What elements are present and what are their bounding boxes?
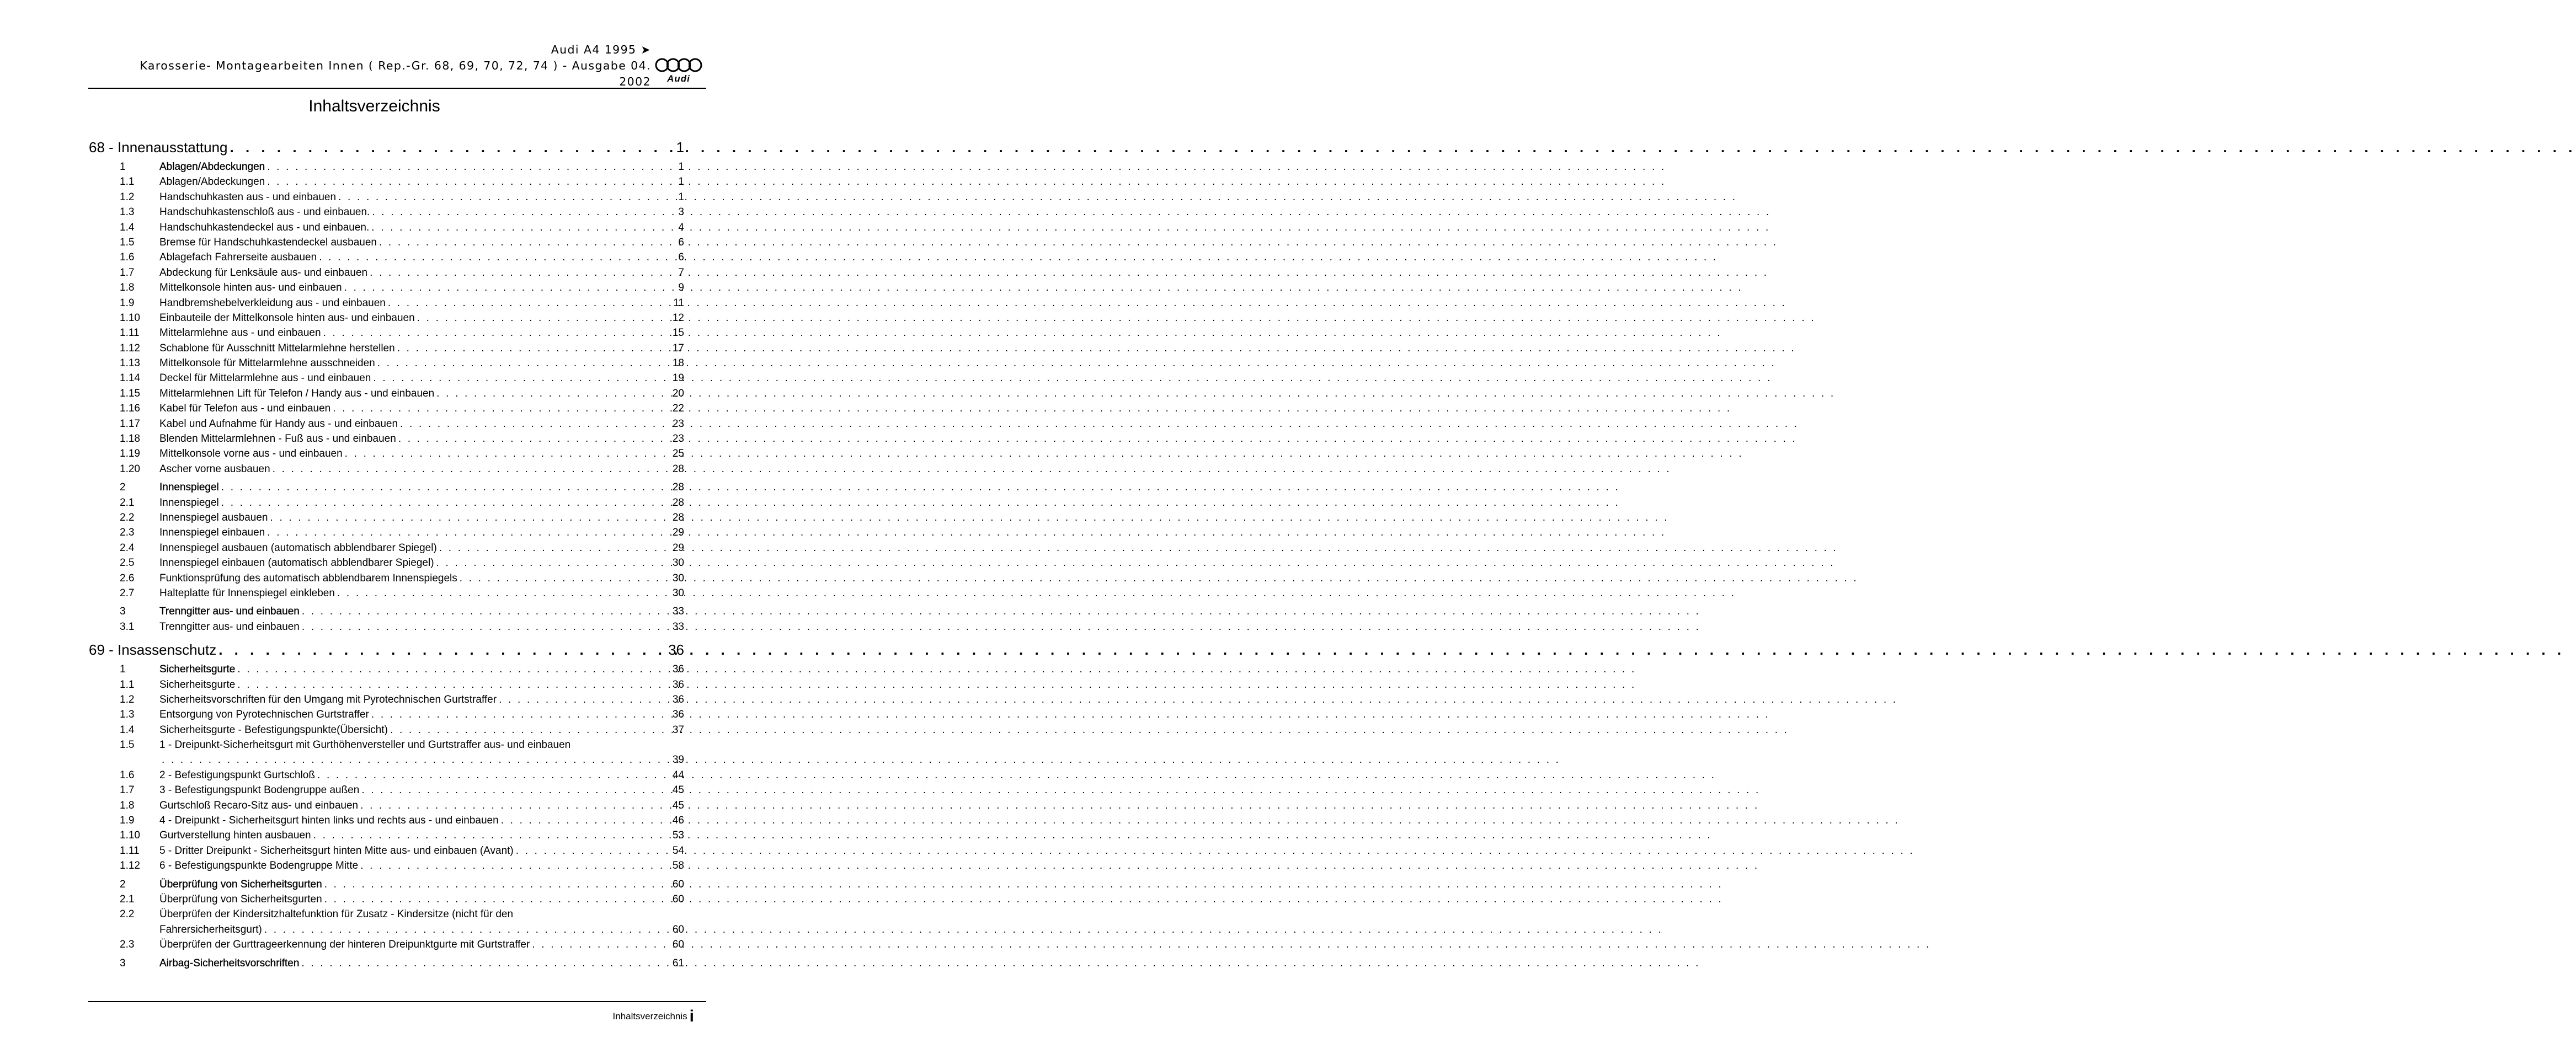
- toc-entry[interactable]: [89, 573, 684, 587]
- toc-page-number: 33: [672, 621, 684, 633]
- toc-leader-dots: [372, 206, 678, 218]
- toc-leader-dots: [323, 327, 673, 339]
- toc-number: 1.11: [120, 327, 140, 339]
- toc-entry[interactable]: [89, 403, 684, 418]
- toc-page-number: 33: [672, 606, 684, 618]
- toc-entry[interactable]: [89, 463, 684, 478]
- toc-page-number: 44: [672, 769, 684, 781]
- toc-leader-dots: [337, 587, 673, 600]
- toc-title: Funktionsprüfung des automatisch abblendbarem Innenspiegels: [159, 572, 457, 584]
- toc-title: Trenngitter aus- und einbauen: [159, 621, 300, 633]
- toc-number: 1.3: [120, 709, 135, 721]
- table-of-contents: [89, 139, 684, 972]
- toc-title: 1 - Dreipunkt-Sicherheitsgurt mit Gurthöhenversteller und Gurtstraffer aus- und einbauen: [159, 739, 571, 751]
- toc-leader-dots: [221, 497, 673, 509]
- toc-entry[interactable]: [89, 176, 684, 191]
- toc-entry[interactable]: [89, 939, 684, 954]
- toc-title: Handschuhkastenschloß aus - und einbauen.: [159, 206, 370, 218]
- toc-entry[interactable]: [89, 343, 684, 357]
- toc-number: 2: [120, 878, 126, 890]
- toc-page-number: 30: [672, 587, 684, 599]
- toc-leader-dots: [324, 879, 673, 891]
- toc-page-number: 1: [676, 139, 684, 156]
- toc-number: 2.6: [120, 572, 135, 584]
- toc-page-number: 20: [672, 387, 684, 399]
- toc-leader-dots: [264, 924, 673, 936]
- toc-number: 2.4: [120, 542, 135, 554]
- toc-leader-dots: [338, 191, 678, 204]
- toc-number: 1.4: [120, 724, 135, 736]
- toc-number: 2.3: [120, 527, 135, 539]
- toc-title: Innenspiegel ausbauen (automatisch abblendbarer Spiegel): [159, 542, 437, 554]
- toc-title: 3 - Befestigungspunkt Bodengruppe außen: [159, 784, 360, 796]
- toc-page-number: 9: [678, 282, 684, 294]
- toc-entry[interactable]: [89, 497, 684, 512]
- toc-chapter[interactable]: [89, 139, 684, 161]
- toc-page-number: 36: [668, 641, 684, 659]
- toc-number: 1.7: [120, 266, 135, 279]
- toc-number: 1.18: [120, 433, 140, 445]
- toc-number: 2.2: [120, 908, 135, 921]
- toc-page-number: 60: [672, 893, 684, 905]
- toc-page-number: 3: [678, 206, 684, 218]
- toc-page-number: 28: [672, 482, 684, 494]
- toc-entry[interactable]: [89, 784, 684, 799]
- toc-number: 1.16: [120, 403, 140, 415]
- toc-entry[interactable]: [89, 206, 684, 221]
- toc-page-number: 46: [672, 815, 684, 827]
- toc-title: Ablagefach Fahrerseite ausbauen: [159, 252, 317, 264]
- toc-title: Schablone für Ausschnitt Mittelarmlehne herstellen: [159, 342, 395, 354]
- toc-leader-dots: [460, 573, 673, 585]
- toc-number: 3: [120, 606, 126, 618]
- toc-title-continued: Fahrersicherheitsgurt): [159, 923, 262, 935]
- toc-title: 4 - Dreipunkt - Sicherheitsgurt hinten links und rechts aus - und einbauen: [159, 815, 499, 827]
- toc-entry[interactable]: [89, 372, 684, 387]
- toc-page-number: 23: [672, 418, 684, 430]
- toc-page-number: 30: [672, 557, 684, 569]
- toc-leader-dots: [221, 482, 673, 494]
- toc-title: Mittelkonsole für Mittelarmlehne ausschneiden: [159, 357, 375, 370]
- toc-number: 2.1: [120, 496, 135, 509]
- toc-entry[interactable]: [89, 679, 684, 694]
- toc-entry[interactable]: [89, 327, 684, 342]
- toc-title: 68 - Innenausstattung: [89, 139, 228, 156]
- toc-page-number: 45: [672, 799, 684, 811]
- toc-title: Bremse für Handschuhkastendeckel ausbauen: [159, 236, 377, 248]
- toc-section[interactable]: [89, 958, 684, 972]
- toc-leader-dots: [398, 433, 673, 445]
- toc-leader-dots: [317, 769, 673, 782]
- toc-title: Mittelarmlehnen Lift für Telefon / Handy aus - und einbauen: [159, 387, 435, 399]
- toc-page-number: 28: [672, 496, 684, 509]
- toc-page-number: 61: [672, 957, 684, 969]
- toc-number: 1.13: [120, 357, 140, 370]
- toc-page-number: 22: [672, 403, 684, 415]
- toc-number: 2.7: [120, 587, 135, 599]
- toc-title: Handschuhkastendeckel aus - und einbauen.: [159, 221, 370, 233]
- toc-page-number: 12: [672, 312, 684, 324]
- toc-leader-dots: [333, 403, 673, 415]
- header-line-title: Karosserie- Montagearbeiten Innen ( Rep.-Gr. 68, 69, 70, 72, 74 ) - Ausgabe 04.: [140, 59, 651, 72]
- toc-leader-dots: [439, 542, 673, 554]
- toc-number: 1.10: [120, 830, 140, 842]
- toc-leader-dots: [499, 694, 673, 706]
- toc-entry[interactable]: [89, 388, 684, 403]
- toc-number: 1.2: [120, 191, 135, 203]
- toc-leader-dots: [417, 312, 673, 324]
- toc-leader-dots: [397, 343, 673, 355]
- toc-title: 6 - Befestigungspunkte Bodengruppe Mitte: [159, 860, 359, 872]
- toc-entry[interactable]: [89, 709, 684, 724]
- toc-leader-dots: [370, 267, 678, 279]
- toc-page-number: 1: [678, 161, 684, 173]
- toc-number: 2.1: [120, 893, 135, 905]
- toc-number: 1: [120, 664, 126, 676]
- toc-entry[interactable]: [89, 312, 684, 327]
- toc-entry[interactable]: [89, 297, 684, 312]
- toc-title: Blenden Mittelarmlehnen - Fuß aus - und einbauen: [159, 433, 396, 445]
- toc-leader-dots: [377, 357, 673, 370]
- toc-page-number: 6: [678, 236, 684, 248]
- toc-leader-dots: [301, 958, 672, 970]
- toc-title: Überprüfen der Kindersitzhaltefunktion für Zusatz - Kindersitze (nicht für den: [159, 908, 514, 921]
- toc-page-number: 58: [672, 860, 684, 872]
- footer-page-number: i: [689, 1007, 694, 1025]
- toc-title: Airbag-Sicherheitsvorschriften: [159, 957, 300, 969]
- toc-page-number: 1: [678, 191, 684, 203]
- toc-page-number: 28: [672, 463, 684, 475]
- toc-leader-dots: [237, 679, 673, 691]
- toc-leader-dots: [436, 388, 673, 400]
- toc-title: Deckel für Mittelarmlehne aus - und einbauen: [159, 372, 371, 384]
- toc-leader-dots: [532, 939, 673, 951]
- toc-number: 1: [120, 161, 126, 173]
- toc-number: 1.5: [120, 236, 135, 248]
- toc-leader-dots: [267, 527, 673, 539]
- toc-chapter[interactable]: [89, 641, 684, 664]
- toc-leader-dots: [361, 784, 673, 796]
- toc-title: Handbremshebelverkleidung aus - und einbauen: [159, 297, 386, 309]
- toc-entry[interactable]: [89, 694, 684, 709]
- toc-page-number: 45: [672, 784, 684, 796]
- toc-line-2: [89, 924, 684, 939]
- page-footer: [613, 1007, 694, 1026]
- toc-page-number: 17: [672, 342, 684, 354]
- toc-section[interactable]: [89, 664, 684, 678]
- toc-number: 3: [120, 957, 126, 969]
- toc-number: 1.1: [120, 678, 135, 691]
- toc-entry[interactable]: [89, 448, 684, 463]
- toc-number: 1.17: [120, 418, 140, 430]
- toc-page-number: 60: [672, 939, 684, 951]
- toc-entry[interactable]: [89, 587, 684, 602]
- toc-title: Kabel und Aufnahme für Handy aus - und einbauen: [159, 418, 398, 430]
- toc-page-number: 37: [672, 724, 684, 736]
- toc-title: Überprüfung von Sicherheitsgurten: [159, 878, 322, 890]
- toc-page-number: 36: [672, 709, 684, 721]
- toc-leader-dots: [360, 800, 673, 812]
- header-text: [140, 42, 651, 90]
- toc-title: Ascher vorne ausbauen: [159, 463, 270, 475]
- toc-entry[interactable]: [89, 739, 684, 769]
- toc-page-number: 53: [672, 830, 684, 842]
- toc-page-number: 1: [678, 176, 684, 188]
- toc-number: 2.2: [120, 511, 135, 523]
- toc-entry[interactable]: [89, 724, 684, 739]
- header-divider: [88, 88, 706, 89]
- toc-page-number: 36: [672, 664, 684, 676]
- toc-leader-dots: [313, 830, 673, 842]
- toc-page-number: 25: [672, 448, 684, 460]
- toc-leader-dots: [371, 709, 673, 721]
- toc-title: 2 - Befestigungspunkt Gurtschloß: [159, 769, 315, 781]
- toc-page-number: 4: [678, 221, 684, 233]
- toc-leader-dots: [501, 815, 673, 827]
- toc-entry[interactable]: [89, 252, 684, 266]
- toc-number: 1.14: [120, 372, 140, 384]
- toc-section[interactable]: [89, 161, 684, 176]
- toc-number: 1.9: [120, 297, 135, 309]
- toc-leader-dots: [162, 754, 673, 766]
- toc-entry[interactable]: [89, 527, 684, 542]
- toc-section[interactable]: [89, 482, 684, 496]
- toc-page-number: 28: [672, 511, 684, 523]
- toc-number: 1.7: [120, 784, 135, 796]
- header-line-year: 2002: [619, 75, 651, 88]
- toc-title: 69 - Insassenschutz: [89, 641, 217, 659]
- toc-page-number: 23: [672, 433, 684, 445]
- toc-leader-dots: [267, 161, 678, 173]
- toc-entry[interactable]: [89, 800, 684, 815]
- toc-entry[interactable]: [89, 894, 684, 908]
- toc-number: 1.6: [120, 252, 135, 264]
- toc-page-number: 6: [678, 252, 684, 264]
- toc-page-number: 11: [673, 297, 684, 309]
- toc-page-number: 29: [672, 542, 684, 554]
- toc-title: Sicherheitsvorschriften für den Umgang mit Pyrotechnischen Gurtstraffer: [159, 693, 497, 705]
- toc-page-number: 7: [678, 266, 684, 279]
- toc-number: 1.6: [120, 769, 135, 781]
- toc-entry[interactable]: [89, 815, 684, 830]
- toc-number: 1.11: [120, 844, 140, 857]
- toc-leader-dots: [319, 252, 678, 264]
- toc-entry[interactable]: [89, 433, 684, 448]
- toc-leader-dots: [345, 448, 673, 460]
- toc-number: 1.15: [120, 387, 140, 399]
- toc-page-number: 18: [672, 357, 684, 370]
- toc-leader-dots: [379, 237, 678, 249]
- toc-entry[interactable]: [89, 512, 684, 527]
- toc-title: 5 - Dritter Dreipunkt - Sicherheitsgurt hinten Mitte aus- und einbauen (Avant): [159, 844, 514, 857]
- audi-logo-text: Audi: [667, 73, 690, 84]
- toc-number: 2.5: [120, 557, 135, 569]
- toc-page-number: 60: [672, 878, 684, 890]
- toc-title: Sicherheitsgurte - Befestigungspunkte(Übersicht): [159, 724, 388, 736]
- toc-leader-dots: [270, 512, 673, 524]
- toc-number: 1.1: [120, 176, 135, 188]
- toc-page-number: 15: [672, 327, 684, 339]
- toc-title: Überprüfung von Sicherheitsgurten: [159, 893, 322, 905]
- toc-number: 1.12: [120, 860, 140, 872]
- toc-title: Entsorgung von Pyrotechnischen Gurtstraffer: [159, 709, 369, 721]
- header-line-model: Audi A4 1995 ➤: [551, 43, 651, 56]
- toc-entry[interactable]: [89, 357, 684, 372]
- toc-leader-dots: [388, 297, 673, 309]
- toc-title: Kabel für Telefon aus - und einbauen: [159, 403, 331, 415]
- toc-title: Halteplatte für Innenspiegel einkleben: [159, 587, 335, 599]
- toc-entry[interactable]: [89, 769, 684, 784]
- toc-entry[interactable]: [89, 557, 684, 572]
- toc-title: Innenspiegel ausbauen: [159, 511, 268, 523]
- page-title: Inhaltsverzeichnis: [308, 97, 440, 115]
- toc-leader-dots: [390, 724, 673, 736]
- toc-leader-dots: [371, 222, 678, 234]
- toc-title: Gurtschloß Recaro-Sitz aus- und einbauen: [159, 799, 359, 811]
- footer-divider: [88, 1001, 706, 1002]
- toc-entry[interactable]: [89, 542, 684, 557]
- toc-title: Abdeckung für Lenksäule aus- und einbauen: [159, 266, 368, 279]
- toc-leader-dots: [400, 418, 673, 430]
- toc-title: Trenngitter aus- und einbauen: [159, 606, 300, 618]
- toc-title: Überprüfen der Gurttrageerkennung der hinteren Dreipunktgurte mit Gurtstraffer: [159, 939, 530, 951]
- toc-title: Innenspiegel einbauen: [159, 527, 265, 539]
- toc-title: Innenspiegel einbauen (automatisch abblendbarer Spiegel): [159, 557, 434, 569]
- toc-number: 2.3: [120, 939, 135, 951]
- toc-number: 1.12: [120, 342, 140, 354]
- toc-leader-dots: [360, 860, 673, 872]
- toc-entry[interactable]: [89, 418, 684, 433]
- toc-number: 1.5: [120, 739, 135, 751]
- toc-entry[interactable]: [89, 845, 684, 860]
- toc-page-number: 60: [672, 923, 684, 935]
- toc-section[interactable]: [89, 879, 684, 894]
- toc-leader-dots: [373, 372, 672, 384]
- toc-leader-dots: [237, 664, 673, 676]
- toc-number: 1.3: [120, 206, 135, 218]
- toc-number: 1.8: [120, 799, 135, 811]
- toc-title: Ablagen/Abdeckungen: [159, 176, 265, 188]
- toc-entry[interactable]: [89, 191, 684, 206]
- toc-entry[interactable]: [89, 908, 684, 939]
- toc-leader-dots: [267, 176, 678, 188]
- toc-leader-dots: [344, 282, 679, 294]
- toc-page-number: 39: [672, 754, 684, 766]
- toc-leader-dots: [218, 641, 668, 659]
- toc-leader-dots: [230, 139, 676, 156]
- toc-title: Innenspiegel: [159, 496, 219, 509]
- toc-number: 2: [120, 482, 126, 494]
- toc-line-1: [89, 908, 684, 923]
- toc-page-number: 30: [672, 572, 684, 584]
- audi-rings-icon: [651, 57, 706, 73]
- toc-leader-dots: [324, 894, 673, 906]
- toc-page-number: 29: [672, 527, 684, 539]
- toc-title: Gurtverstellung hinten ausbauen: [159, 830, 311, 842]
- toc-entry[interactable]: [89, 830, 684, 844]
- toc-number: 1.4: [120, 221, 135, 233]
- toc-title: Einbauteile der Mittelkonsole hinten aus- und einbauen: [159, 312, 415, 324]
- page-header: [88, 42, 706, 92]
- toc-title: Sicherheitsgurte: [159, 678, 236, 691]
- toc-section[interactable]: [89, 606, 684, 621]
- toc-title: Mittelkonsole hinten aus- und einbauen: [159, 282, 342, 294]
- toc-number: 1.2: [120, 693, 135, 705]
- toc-entry[interactable]: [89, 282, 684, 297]
- toc-leader-dots: [302, 606, 673, 618]
- toc-title: Ablagen/Abdeckungen: [159, 161, 265, 173]
- toc-title: Mittelkonsole vorne aus - und einbauen: [159, 448, 343, 460]
- toc-entry[interactable]: [89, 237, 684, 252]
- footer-label: Inhaltsverzeichnis: [612, 1011, 687, 1021]
- toc-number: 1.20: [120, 463, 140, 475]
- toc-leader-dots: [516, 845, 673, 857]
- toc-entry[interactable]: [89, 621, 684, 636]
- toc-leader-dots: [273, 463, 673, 475]
- toc-line-1: [89, 739, 684, 754]
- toc-entry[interactable]: [89, 860, 684, 875]
- toc-number: 3.1: [120, 621, 135, 633]
- toc-number: 1.19: [120, 448, 140, 460]
- toc-number: 1.8: [120, 282, 135, 294]
- toc-title: Mittelarmlehne aus - und einbauen: [159, 327, 321, 339]
- toc-leader-dots: [436, 557, 673, 569]
- toc-page-number: 19: [672, 372, 684, 384]
- audi-logo: [651, 57, 706, 86]
- toc-number: 1.9: [120, 815, 135, 827]
- toc-page-number: 36: [672, 693, 684, 705]
- toc-entry[interactable]: [89, 267, 684, 282]
- toc-title: Handschuhkasten aus - und einbauen: [159, 191, 337, 203]
- toc-number: 1.10: [120, 312, 140, 324]
- toc-entry[interactable]: [89, 222, 684, 237]
- toc-title: Innenspiegel: [159, 482, 219, 494]
- toc-line-2: [89, 754, 684, 769]
- toc-page-number: 54: [672, 844, 684, 857]
- toc-page-number: 36: [672, 678, 684, 691]
- toc-title: Sicherheitsgurte: [159, 664, 236, 676]
- toc-leader-dots: [302, 621, 673, 633]
